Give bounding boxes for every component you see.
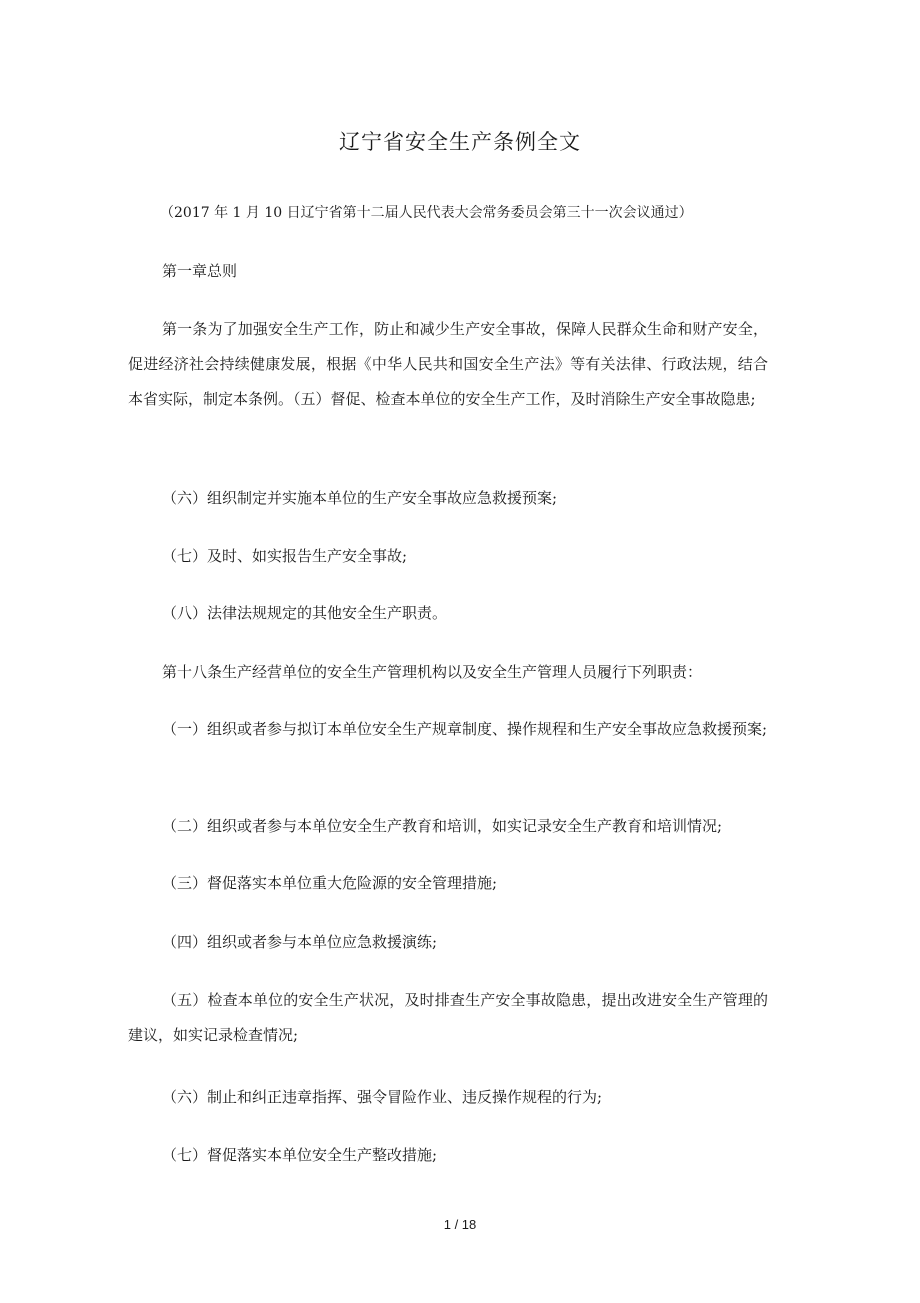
article-paragraph: （二）组织或者参与本单位安全生产教育和培训，如实记录安全生产教育和培训情况;	[162, 817, 723, 835]
article-paragraph: 第十八条生产经营单位的安全生产管理机构以及安全生产管理人员履行下列职责：	[162, 663, 703, 681]
article-paragraph: （四）组织或者参与本单位应急救援演练;	[162, 933, 438, 951]
document-subtitle: （2017 年 1 月 10 日辽宁省第十二届人民代表大会常务委员会第三十一次会议通过）	[160, 205, 693, 221]
article-paragraph: （七）督促落实本单位安全生产整改措施;	[162, 1146, 438, 1164]
article-paragraph: （一）组织或者参与拟订本单位安全生产规章制度、操作规程和生产安全事故应急救援预案;	[162, 720, 768, 738]
article-paragraph: （三）督促落实本单位重大危险源的安全管理措施;	[162, 874, 498, 892]
article-paragraph: （六）制止和纠正违章指挥、强令冒险作业、违反操作规程的行为;	[162, 1088, 603, 1106]
article-paragraph: （六）组织制定并实施本单位的生产安全事故应急救援预案;	[162, 489, 558, 507]
page-number: 1 / 18	[443, 1217, 477, 1232]
article-paragraph: （八）法律法规规定的其他安全生产职责。	[162, 604, 448, 622]
article-paragraph: 第一条为了加强安全生产工作，防止和减少生产安全事故，保障人民群众生命和财产安全，促进经济社会持续健康发展，根据《中华人民共和国安全生产法》等有关法律、行政法规，结合本省实际，制定本条例。（五）督促、检查本单位的安全生产工作，及时消除生产安全事故隐患;	[128, 320, 768, 408]
document-title: 辽宁省安全生产条例全文	[339, 130, 581, 154]
article-paragraph: （五）检查本单位的安全生产状况，及时排查生产安全事故隐患，提出改进安全生产管理的建议，如实记录检查情况;	[128, 991, 768, 1044]
article-paragraph: （七）及时、如实报告生产安全事故;	[162, 547, 408, 565]
chapter-heading: 第一章总则	[162, 262, 238, 280]
